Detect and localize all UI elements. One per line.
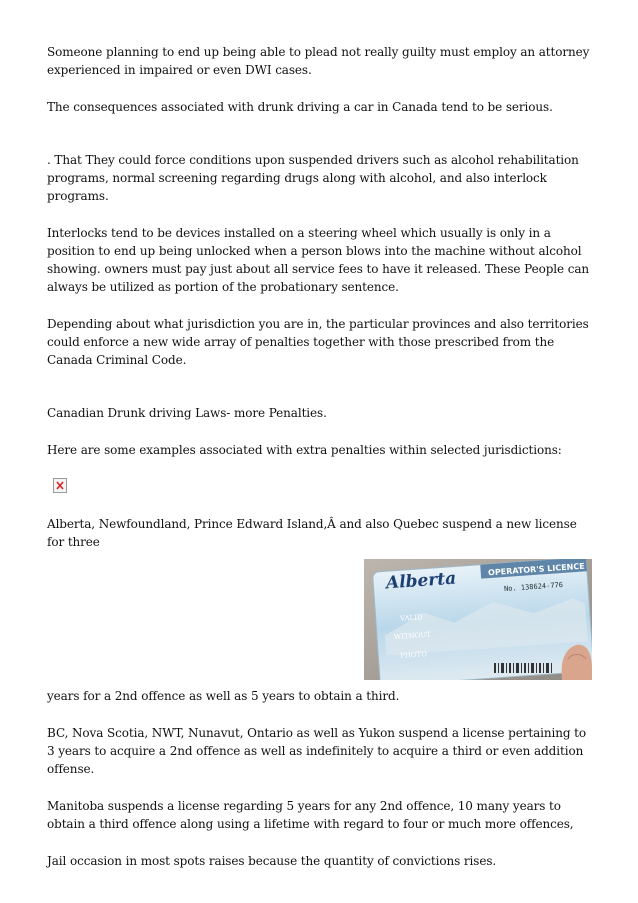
license-figure <box>47 551 595 669</box>
license-without: WITHOUT <box>393 630 432 642</box>
license-number: No. 138624-776 <box>503 580 564 594</box>
paragraph-alberta: Alberta, Newfoundland, Prince Edward Island,Â and also Quebec suspend a new license for three <box>47 517 577 549</box>
paragraph-bc-nova-scotia: BC, Nova Scotia, NWT, Nunavut, Ontario as well as Yukon suspend a license pertaining to 3 years to acquire a 2nd offence as well as indefinitely to acquire a third or even addition offense. <box>47 726 586 776</box>
paragraph-jail: Jail occasion in most spots raises because the quantity of convictions rises. <box>47 854 497 868</box>
broken-image-icon <box>53 478 67 493</box>
paragraph-jurisdiction: Depending about what jurisdiction you are in, the particular provinces and also territories could enforce a new wide array of penalties together with those prescribed from the Canada Criminal Code. <box>47 317 589 367</box>
paragraph-manitoba: Manitoba suspends a license regarding 5 years for any 2nd offence, 10 many years to obtain a third offence along using a lifetime with regard to four or much more offences, <box>47 799 574 831</box>
paragraph-conditions: . That They could force conditions upon suspended drivers such as alcohol rehabilitation programs, normal screening regarding drugs along with alcohol, and also interlock programs. <box>47 153 579 203</box>
section-heading: Canadian Drunk driving Laws- more Penalties. <box>47 406 327 420</box>
paragraph-attorney: Someone planning to end up being able to plead not really guilty must employ an attorney experienced in impaired or even DWI cases. <box>47 45 590 77</box>
document-page <box>47 43 595 889</box>
license-brand: Alberta <box>385 568 457 594</box>
paragraph-consequences: The consequences associated with drunk driving a car in Canada tend to be serious. <box>47 100 553 114</box>
license-header: OPERATOR'S LICENCE <box>487 561 585 578</box>
license-photo-label: PHOTO <box>399 650 428 660</box>
paragraph-examples: Here are some examples associated with extra penalties within selected jurisdictions: <box>47 443 562 457</box>
license-valid: VALID <box>399 613 423 623</box>
paragraph-interlocks: Interlocks tend to be devices installed on a steering wheel which usually is only in a position to end up being unlocked when a person blows into the machine without alcohol showing. owners must pay just about all service fees to have it released. These People can always be utilized as portion of the probationary sentence. <box>47 226 590 294</box>
license-photo <box>364 559 592 680</box>
paragraph-third-offence: years for a 2nd offence as well as 5 years to obtain a third. <box>47 689 400 703</box>
